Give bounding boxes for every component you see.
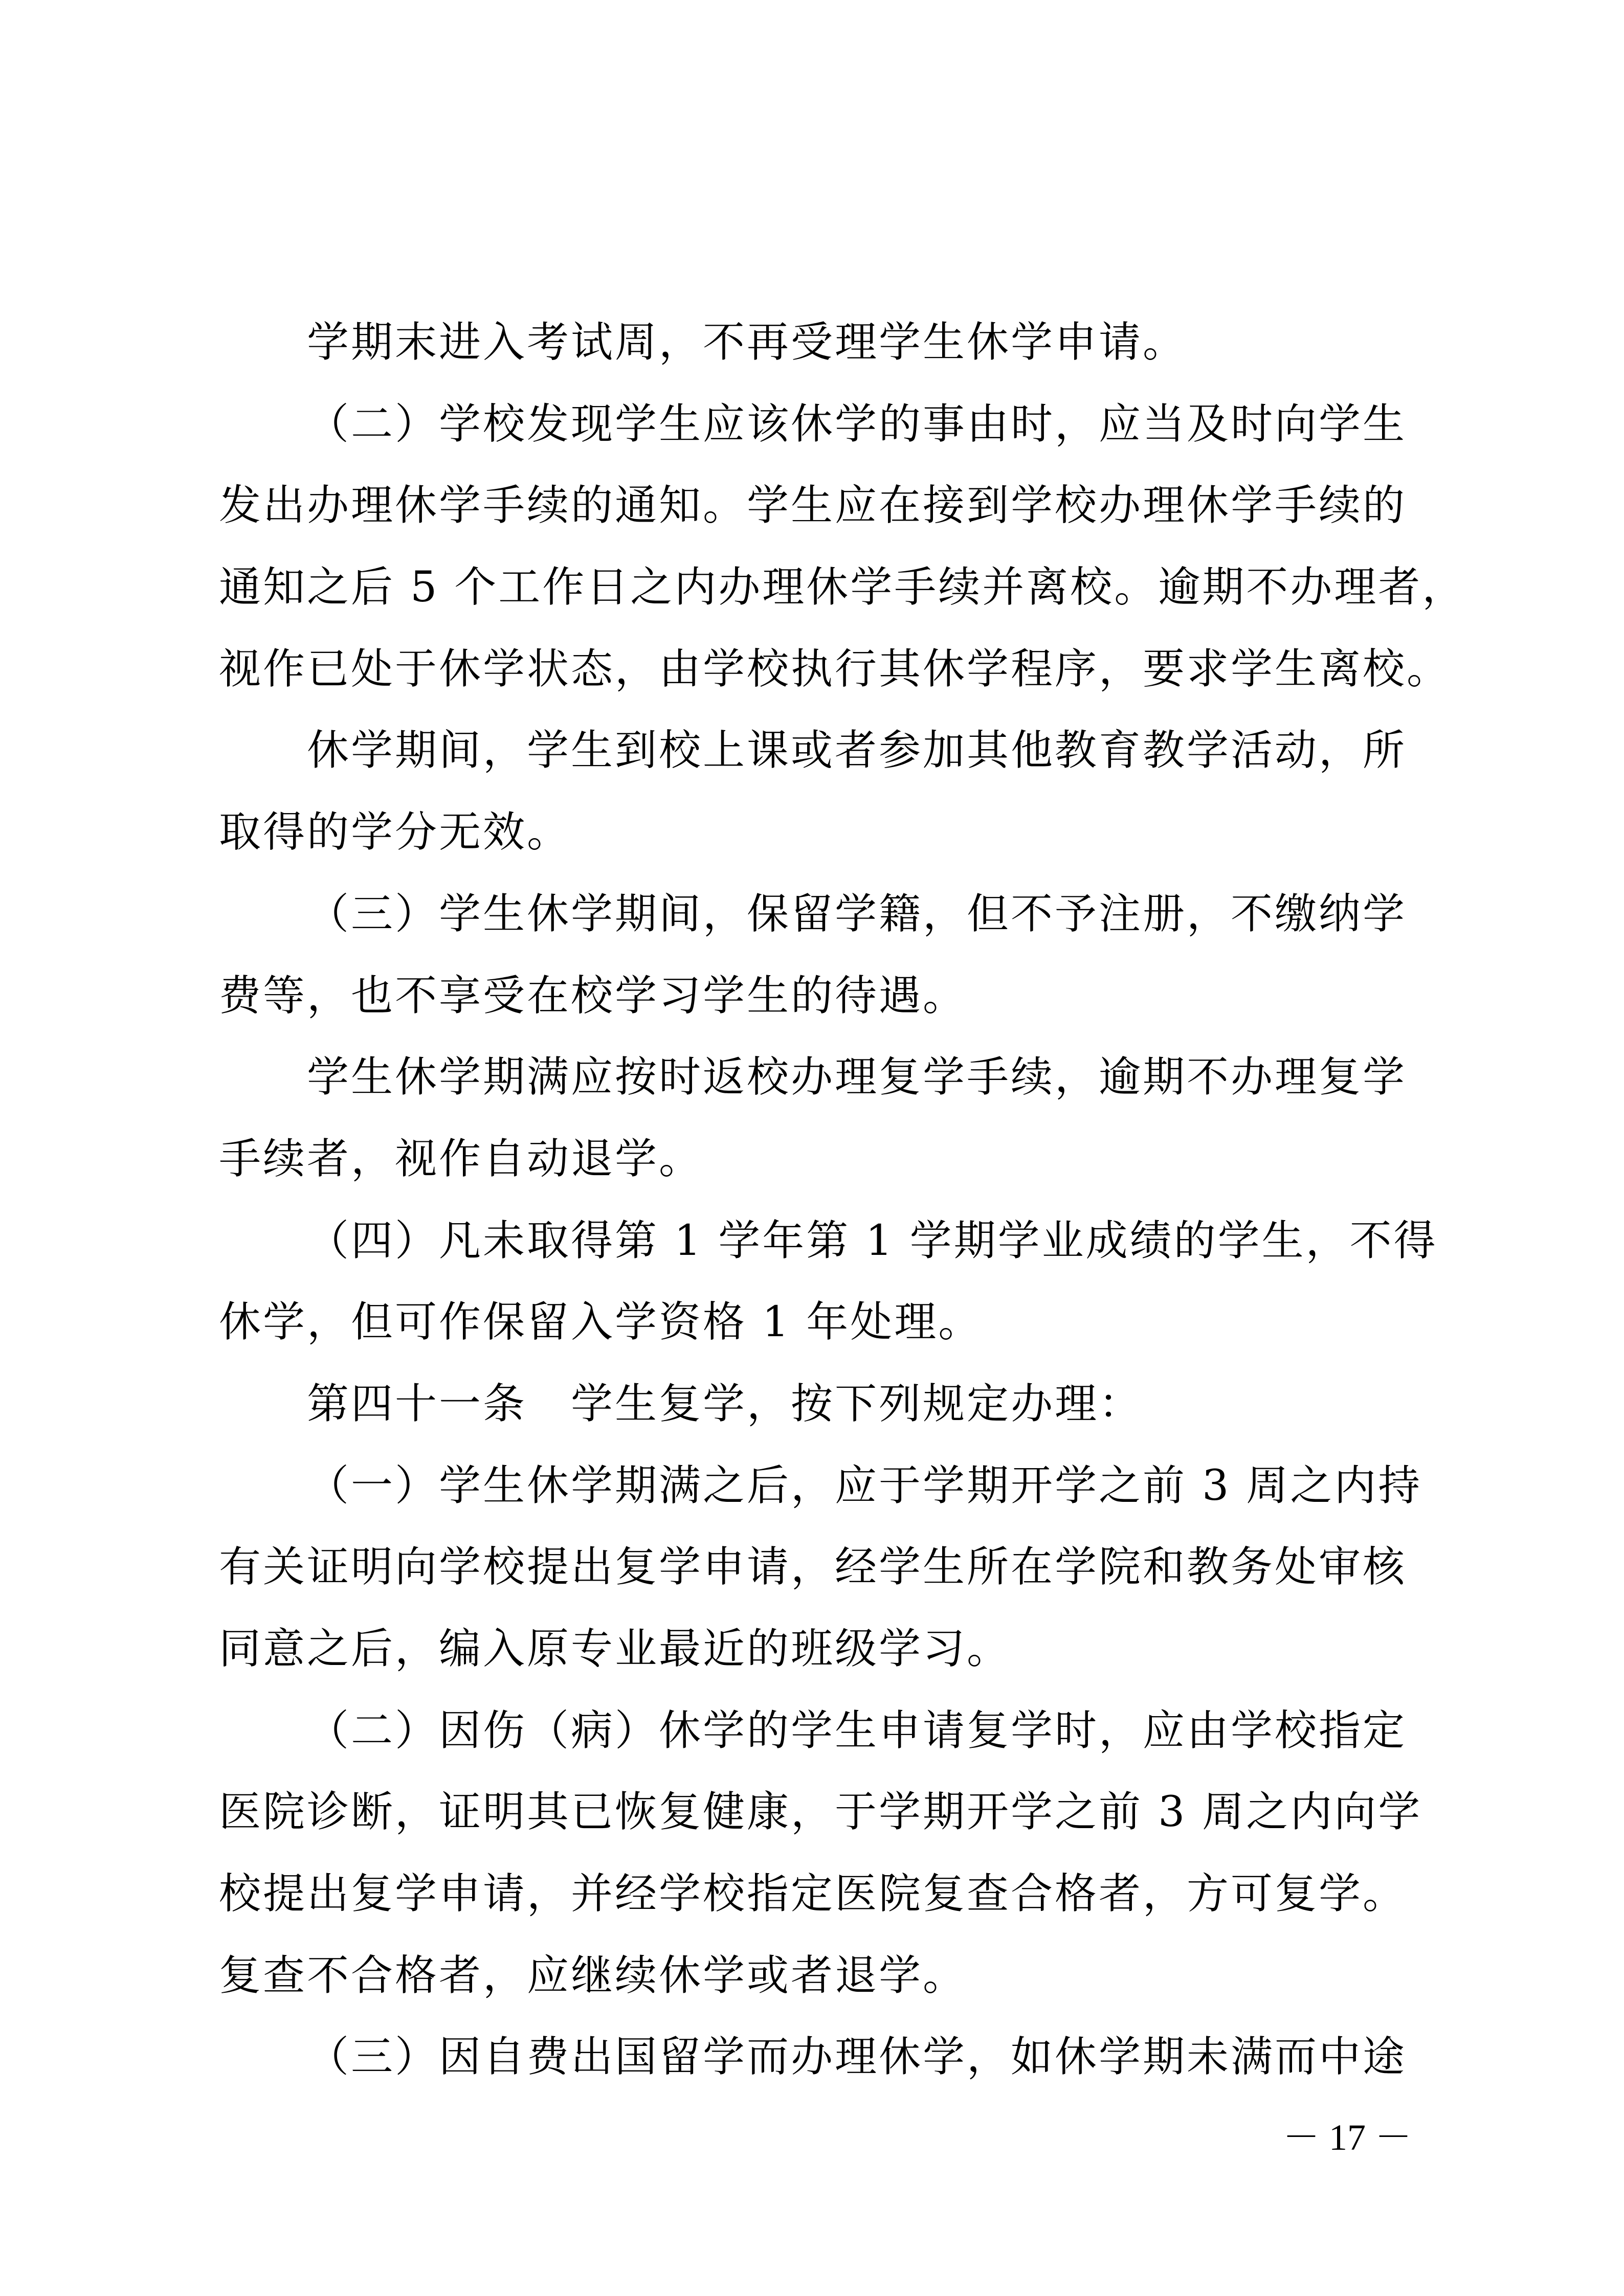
text-line: （二）因伤（病）休学的学生申请复学时，应由学校指定 (307, 1706, 1407, 1755)
text-line: 休学，但可作保留入学资格 1 年处理。 (219, 1298, 983, 1347)
text-line: 视作已处于休学状态，由学校执行其休学程序，要求学生离校。 (219, 644, 1451, 693)
page-number: － 17 － (1282, 2117, 1412, 2158)
text-line: 休学期间，学生到校上课或者参加其他教育教学活动，所 (307, 726, 1407, 775)
text-line: 发出办理休学手续的通知。学生应在接到学校办理休学手续的 (219, 481, 1407, 530)
text-line: 学生休学期满应按时返校办理复学手续，逾期不办理复学 (307, 1053, 1407, 1102)
text-line: 同意之后，编入原专业最近的班级学习。 (219, 1625, 1011, 1673)
text-line: （一）学生休学期满之后，应于学期开学之前 3 周之内持 (307, 1461, 1422, 1510)
text-line: 取得的学分无效。 (219, 808, 571, 857)
text-line: （三）学生休学期间，保留学籍，但不予注册，不缴纳学 (307, 889, 1407, 938)
text-line: （二）学校发现学生应该休学的事由时，应当及时向学生 (307, 399, 1407, 448)
text-line: 有关证明向学校提出复学申请，经学生所在学院和教务处审核 (219, 1543, 1407, 1592)
text-line: 通知之后 5 个工作日之内办理休学手续并离校。逾期不办理者， (219, 563, 1466, 612)
text-line: 校提出复学申请，并经学校指定医院复查合格者，方可复学。 (219, 1870, 1407, 1919)
text-line: 复查不合格者，应继续休学或者退学。 (219, 1951, 967, 2000)
body-text (219, 302, 1466, 2098)
text-line: 手续者，视作自动退学。 (219, 1134, 703, 1183)
article-heading-line: 第四十一条 学生复学，按下列规定办理： (307, 1379, 1143, 1428)
text-line: 学期末进入考试周，不再受理学生休学申请。 (307, 318, 1187, 367)
text-line: 医院诊断，证明其已恢复健康，于学期开学之前 3 周之内向学 (219, 1788, 1422, 1837)
text-line: （四）凡未取得第 1 学年第 1 学期学业成绩的学生，不得 (307, 1216, 1438, 1265)
text-line: 费等，也不享受在校学习学生的待遇。 (219, 971, 967, 1020)
text-line: （三）因自费出国留学而办理休学，如休学期未满而中途 (307, 2033, 1407, 2082)
